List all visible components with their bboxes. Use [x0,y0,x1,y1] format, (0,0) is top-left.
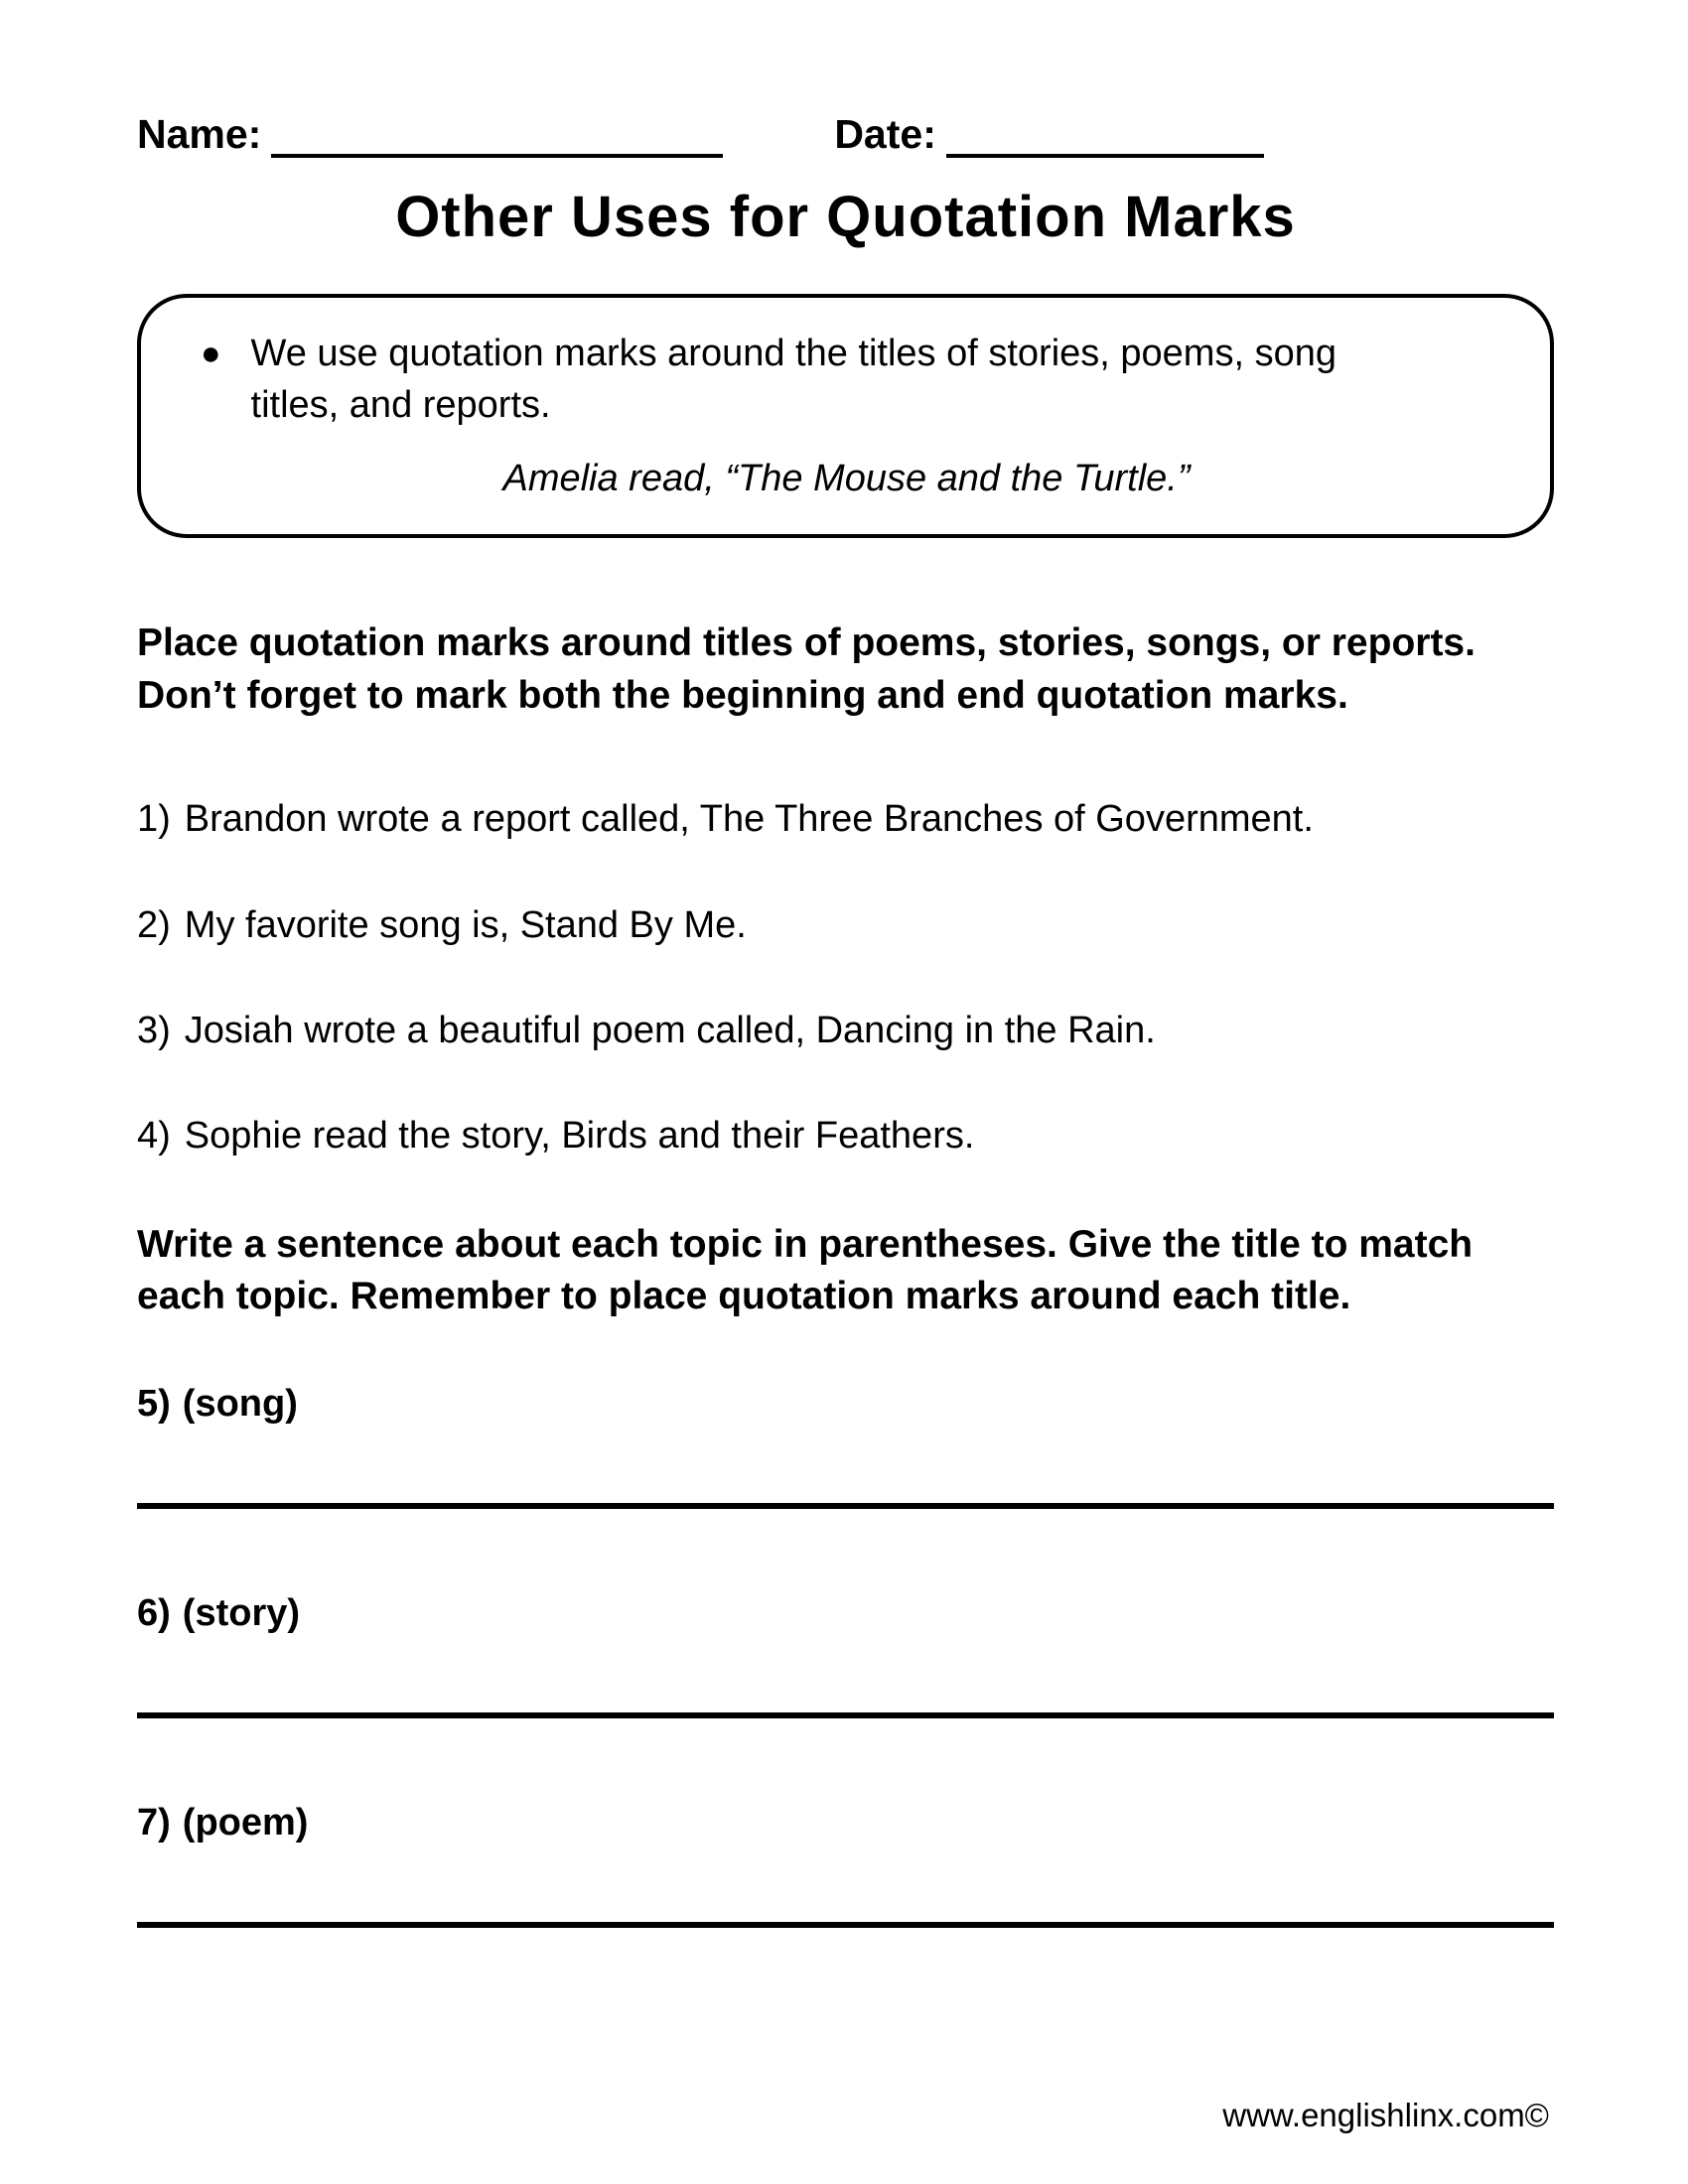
item-number: 3) [137,1009,171,1051]
exercise-item-4 [137,1112,1554,1160]
topic-label: (song) [182,1383,298,1425]
exercise-item-1 [137,795,1554,844]
answer-line-poem [137,1922,1554,1928]
item-number: 5) [137,1383,171,1425]
name-date-row [137,111,1554,158]
write-item-6-label [137,1592,1554,1635]
item-number: 6) [137,1592,171,1634]
rule-bullet-row [183,328,1510,432]
exercise1-instructions [137,617,1554,722]
name-label: Name: [137,111,262,157]
date-blank-line [946,114,1264,158]
rule-text-line: titles, and reports. [250,384,551,427]
item-number: 1) [137,798,171,841]
topic-label: (poem) [182,1802,309,1843]
write-item-5-label [137,1383,1554,1426]
item-number: 4) [137,1115,171,1158]
item-text: Josiah wrote a beautiful poem called, Dancing in the Rain. [184,1009,1156,1051]
rule-box [137,294,1554,538]
item-text: Sophie read the story, Birds and their Feathers. [184,1115,975,1158]
exercise-item-3 [137,1007,1554,1055]
bullet-icon: ● [201,335,221,372]
write-item-7-label [137,1802,1554,1844]
topic-label: (story) [182,1592,301,1634]
rule-text-line: We use quotation marks around the titles of stories, poems, song [250,333,1336,374]
instruction-line: Don’t forget to mark both the beginning and end quotation marks. [137,673,1348,717]
item-number: 2) [137,903,171,946]
answer-line-story [137,1712,1554,1718]
name-blank-line [271,114,723,158]
example-sentence: Amelia read, “The Mouse and the Turtle.” [502,457,1191,499]
rule-text [251,328,1336,432]
exercise-item-2 [137,901,1554,950]
item-text: Brandon wrote a report called, The Three Branches of Government. [184,798,1314,841]
worksheet-title: Other Uses for Quotation Marks [395,185,1296,249]
answer-line-song [137,1503,1554,1509]
date-label: Date: [834,111,936,157]
instruction-line: each topic. Remember to place quotation marks around each title. [137,1275,1351,1318]
item-text: My favorite song is, Stand By Me. [184,903,747,946]
instruction-line: Place quotation marks around titles of poems, stories, songs, or reports. [137,620,1476,664]
item-number: 7) [137,1802,171,1843]
exercise2-instructions [137,1219,1554,1323]
footer-credit: www.englishlinx.com© [1222,2097,1549,2133]
instruction-line: Write a sentence about each topic in parentheses. Give the title to match [137,1222,1474,1266]
